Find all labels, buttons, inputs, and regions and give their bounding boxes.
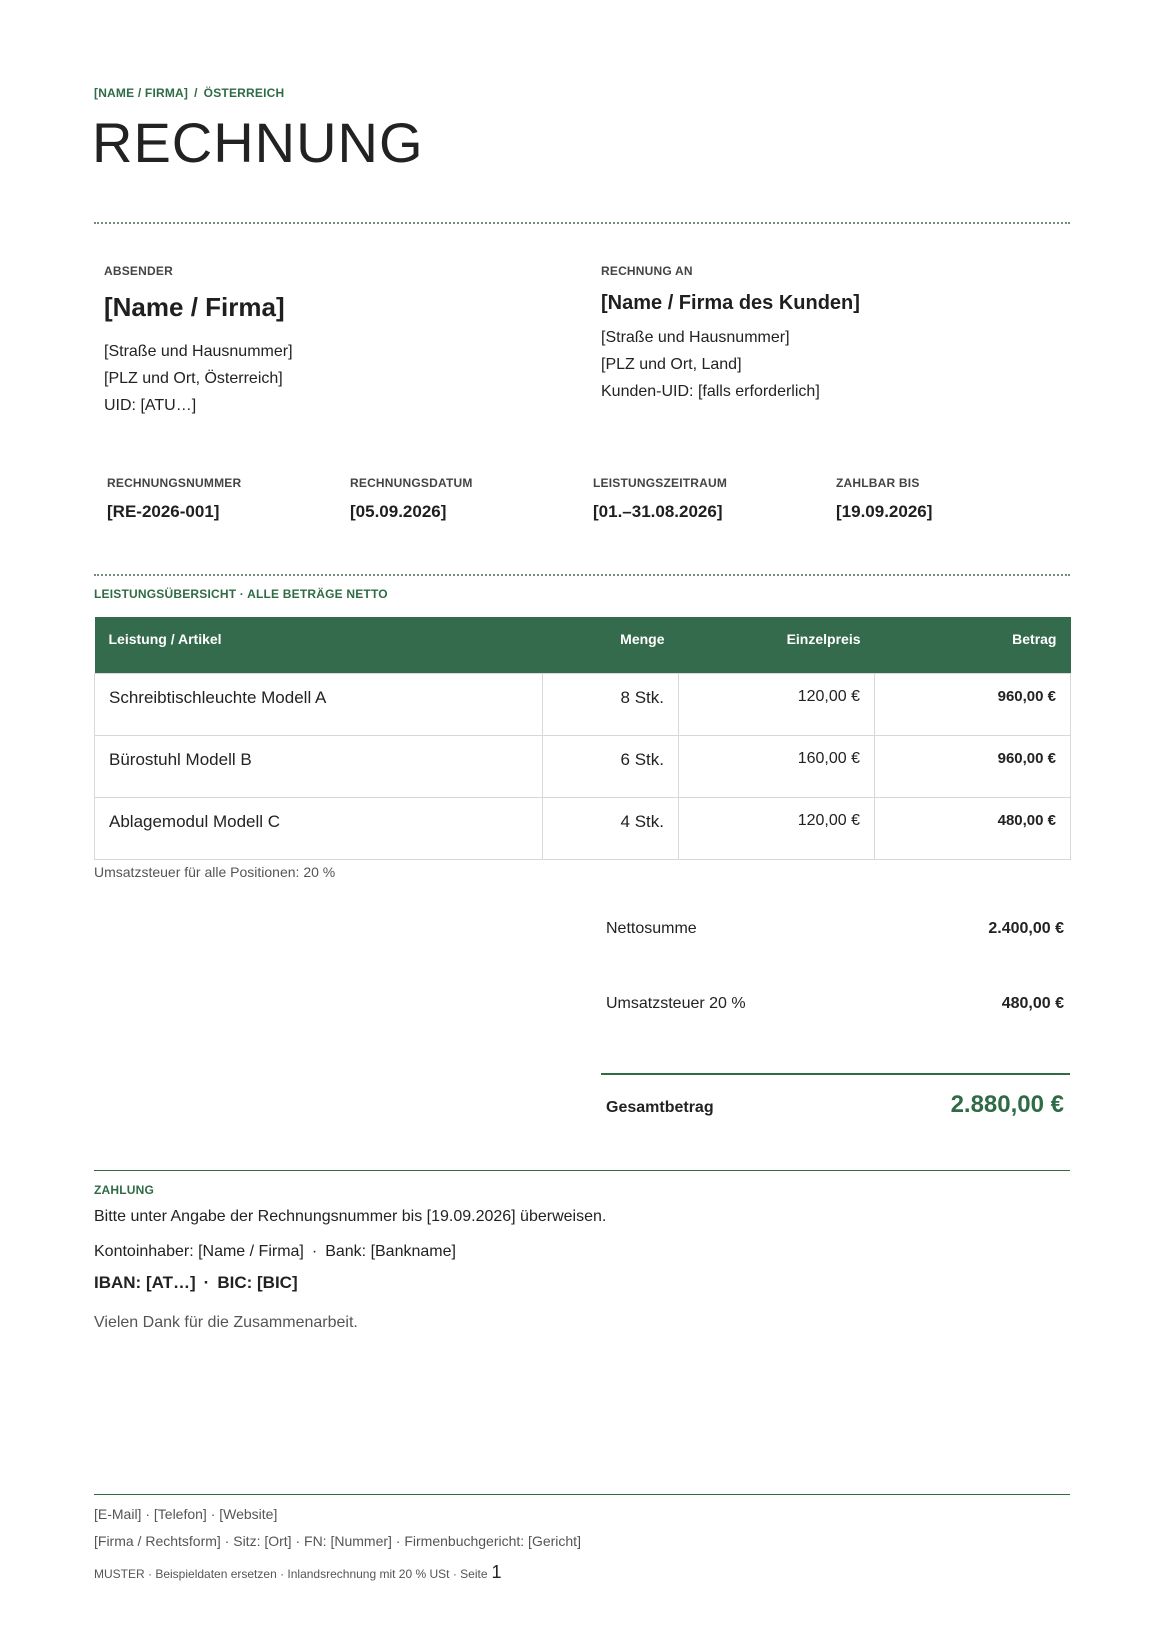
recipient-block [601,264,860,401]
divider [94,1170,1070,1171]
bic: BIC: [BIC] [217,1273,298,1292]
payment-label: ZAHLUNG [94,1183,155,1197]
sender-block [104,264,293,415]
sender-line: UID: [ATU…] [104,397,197,414]
header-sender-short: [NAME / FIRMA] [94,86,189,100]
meta-value: [RE-2026-001] [107,502,220,521]
meta-label: ZAHLBAR BIS [836,476,920,490]
separator-dot: · [311,1243,318,1260]
payment-account [94,1243,456,1261]
net-total-label: Nettosumme [606,920,697,937]
header-country: ÖSTERREICH [203,86,285,100]
grand-total-value: 2.880,00 € [950,1091,1064,1118]
cell-qty: 8 Stk. [543,673,679,735]
meta-label: LEISTUNGSZEITRAUM [593,476,728,490]
vat-note: Umsatzsteuer für alle Positionen: 20 % [94,864,336,880]
cell-qty: 6 Stk. [543,735,679,797]
thanks-note: Vielen Dank für die Zusammenarbeit. [94,1314,358,1331]
table-row [95,797,1071,859]
footer-note [94,1562,502,1583]
recipient-label: RECHNUNG AN [601,264,693,278]
cell-qty: 4 Stk. [543,797,679,859]
header-kicker [94,86,284,100]
totals-divider [601,1073,1070,1075]
meta-invoice-date [350,476,473,522]
cell-item: Bürostuhl Modell B [95,735,543,797]
net-total-value: 2.400,00 € [988,920,1064,937]
meta-value: [01.–31.08.2026] [593,502,723,521]
col-header-qty: Menge [543,617,679,673]
divider [94,222,1070,224]
sender-line: [PLZ und Ort, Österreich] [104,370,283,387]
meta-invoice-number [107,476,241,522]
table-row [95,735,1071,797]
recipient-name: [Name / Firma des Kunden] [601,292,860,314]
meta-value: [05.09.2026] [350,502,447,521]
table-header-row [95,617,1071,673]
cell-unit-price: 120,00 € [679,673,875,735]
table-row [95,673,1071,735]
bank-name: Bank: [Bankname] [325,1243,456,1260]
vat-total-value: 480,00 € [1001,995,1064,1012]
recipient-line: [Straße und Hausnummer] [601,329,790,346]
page-number: 1 [491,1562,502,1582]
footer-divider [94,1494,1070,1495]
footer-note-text: MUSTER · Beispieldaten ersetzen · Inlandsrechnung mit 20 % USt · Seite [94,1567,488,1581]
footer-contact: [E-Mail] · [Telefon] · [Website] [94,1506,278,1522]
separator-dot: · [203,1273,210,1292]
sender-line: [Straße und Hausnummer] [104,343,293,360]
recipient-line: Kunden-UID: [falls erforderlich] [601,383,820,400]
items-table [94,617,1071,860]
cell-amount: 960,00 € [875,673,1071,735]
col-header-amount: Betrag [875,617,1071,673]
meta-due-date [836,476,932,522]
meta-service-period [593,476,727,522]
col-header-item: Leistung / Artikel [95,617,543,673]
header-separator: / [194,86,198,100]
meta-label: RECHNUNGSNUMMER [107,476,242,490]
items-section-label: LEISTUNGSÜBERSICHT · ALLE BETRÄGE NETTO [94,587,388,601]
account-holder: Kontoinhaber: [Name / Firma] [94,1243,304,1260]
grand-total-label: Gesamtbetrag [606,1099,714,1116]
page-title: RECHNUNG [92,111,424,174]
iban: IBAN: [AT…] [94,1273,196,1292]
cell-amount: 480,00 € [875,797,1071,859]
divider [94,574,1070,576]
sender-label: ABSENDER [104,264,173,278]
footer-legal: [Firma / Rechtsform] · Sitz: [Ort] · FN: [Nummer] · Firmenbuchgericht: [Gericht] [94,1533,581,1549]
meta-label: RECHNUNGSDATUM [350,476,473,490]
cell-item: Schreibtischleuchte Modell A [95,673,543,735]
cell-unit-price: 160,00 € [679,735,875,797]
col-header-unit-price: Einzelpreis [679,617,875,673]
cell-unit-price: 120,00 € [679,797,875,859]
cell-amount: 960,00 € [875,735,1071,797]
meta-value: [19.09.2026] [836,502,933,521]
vat-total-label: Umsatzsteuer 20 % [606,995,746,1012]
payment-bank-ids [94,1273,298,1293]
payment-instruction: Bitte unter Angabe der Rechnungsnummer bis [19.09.2026] überweisen. [94,1208,607,1225]
cell-item: Ablagemodul Modell C [95,797,543,859]
recipient-line: [PLZ und Ort, Land] [601,356,742,373]
sender-name: [Name / Firma] [104,292,285,322]
